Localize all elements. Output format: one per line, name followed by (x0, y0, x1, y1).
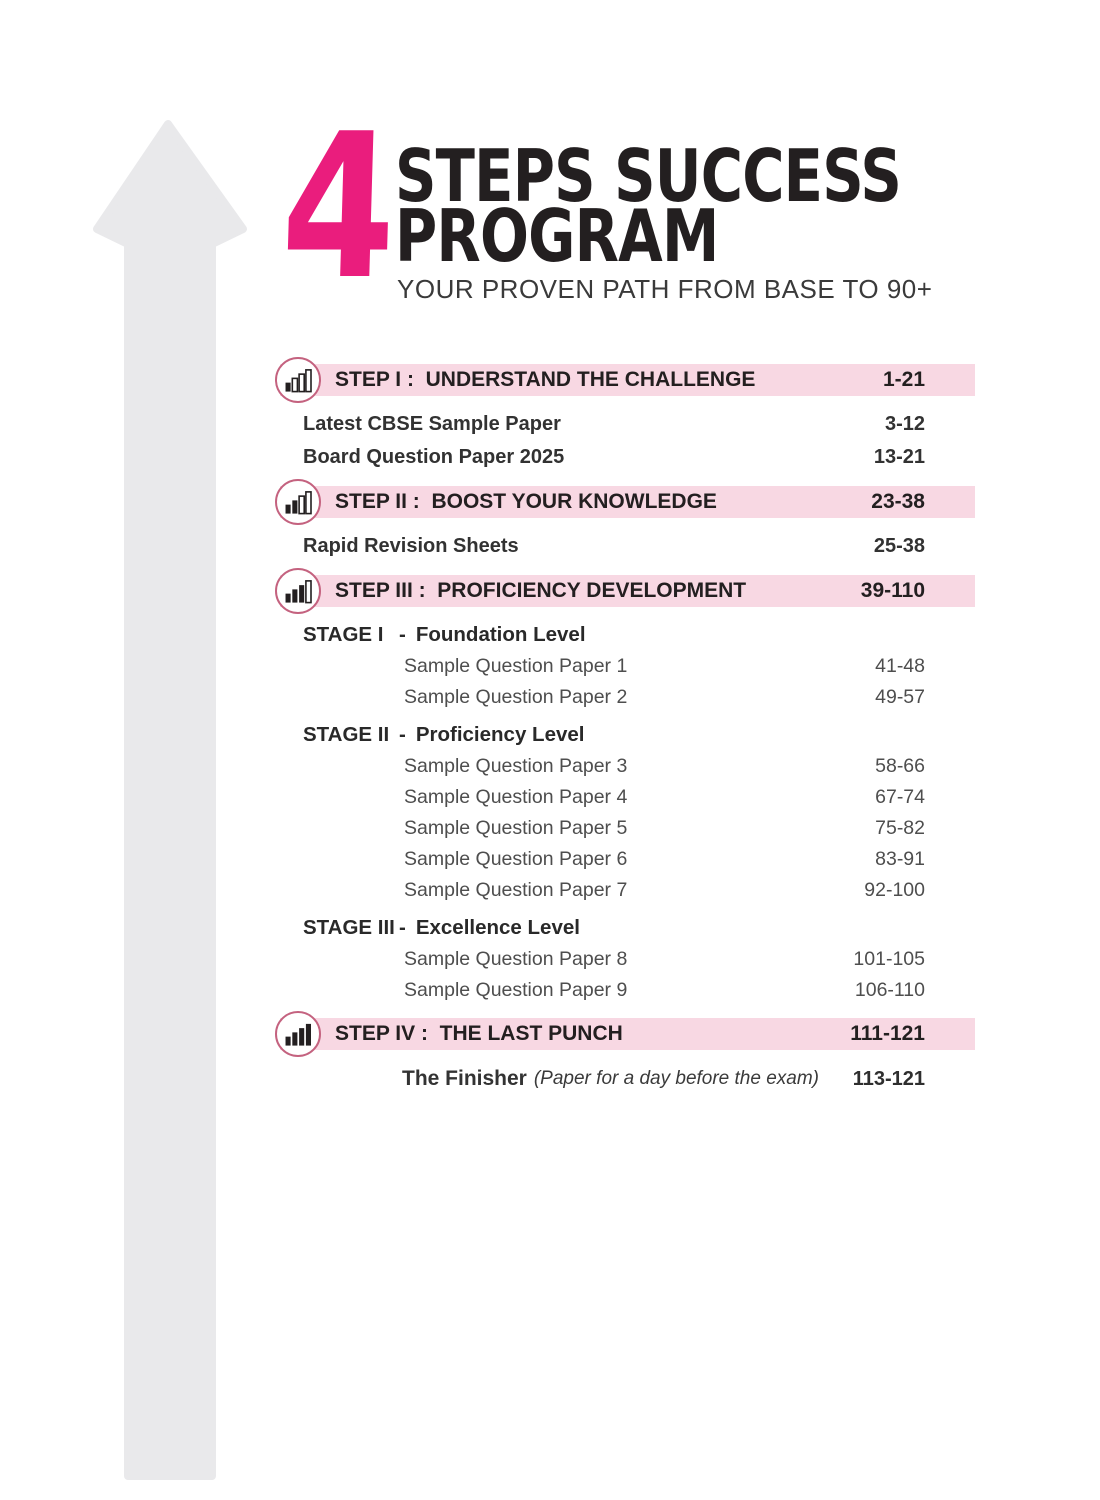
toc-paper-row (280, 782, 975, 813)
item-pages: 13-21 (873, 446, 925, 468)
paper-pages: 101-105 (853, 948, 925, 970)
title-line-2: PROGRAM (395, 194, 719, 278)
stage-dash: - (399, 623, 406, 646)
paper-pages: 49-57 (875, 686, 925, 708)
paper-label: Sample Question Paper 3 (404, 755, 628, 777)
paper-label: Sample Question Paper 5 (404, 817, 628, 839)
bar-chart-4-filled-icon (275, 1011, 321, 1057)
item-label: Latest CBSE Sample Paper (303, 413, 561, 435)
stage-dash: - (399, 916, 406, 939)
step-pages: 1-21 (882, 368, 925, 391)
paper-pages: 58-66 (875, 755, 925, 777)
toc-paper-row (280, 682, 975, 713)
toc-paper-row (280, 975, 975, 1006)
paper-pages: 75-82 (875, 817, 925, 839)
toc-step-row (280, 364, 975, 396)
paper-label: Sample Question Paper 6 (404, 848, 628, 870)
toc-list (280, 364, 975, 1096)
toc-item-row (280, 408, 975, 441)
toc-stage-row (280, 719, 975, 751)
step-pages: 39-110 (860, 579, 925, 602)
stage-name: STAGE III (303, 916, 395, 939)
paper-label: Sample Question Paper 4 (404, 786, 628, 808)
toc-paper-row (280, 844, 975, 875)
finisher-label: The Finisher (402, 1067, 527, 1090)
page-title (395, 134, 1028, 278)
stage-title: Foundation Level (415, 623, 586, 646)
stage-name: STAGE II (303, 723, 390, 746)
toc-item-row (280, 441, 975, 474)
paper-label: Sample Question Paper 7 (404, 879, 628, 901)
stage-dash: - (399, 723, 406, 746)
paper-label: Sample Question Paper 9 (404, 979, 628, 1001)
paper-pages: 83-91 (875, 848, 925, 870)
up-arrow-graphic (0, 0, 260, 1500)
finisher-note: (Paper for a day before the exam) (533, 1068, 820, 1089)
finisher-pages: 113-121 (852, 1067, 925, 1090)
item-label: Rapid Revision Sheets (303, 535, 519, 557)
stage-title: Excellence Level (415, 916, 580, 939)
toc-paper-row (280, 751, 975, 782)
item-label: Board Question Paper 2025 (303, 446, 565, 468)
paper-label: Sample Question Paper 8 (404, 948, 628, 970)
big-number-4: 4 (278, 91, 400, 324)
toc-stage-row (280, 619, 975, 651)
toc-stage-row (280, 912, 975, 944)
step-pages: 23-38 (871, 490, 925, 513)
bar-chart-1-filled-icon (275, 357, 321, 403)
title-line-1: STEPS SUCCESS (395, 134, 902, 218)
item-pages: 25-38 (873, 535, 925, 557)
toc-item-row (280, 530, 975, 563)
stage-title: Proficiency Level (415, 723, 585, 746)
toc-paper-row (280, 813, 975, 844)
paper-label: Sample Question Paper 1 (404, 655, 628, 677)
paper-pages: 67-74 (875, 786, 925, 808)
stage-name: STAGE I (303, 623, 384, 646)
paper-pages: 106-110 (854, 979, 925, 1001)
step-pages: 111-121 (850, 1022, 925, 1045)
toc-paper-row (280, 875, 975, 906)
bar-chart-3-filled-icon (275, 568, 321, 614)
step-label: STEP II : BOOST YOUR KNOWLEDGE (335, 490, 717, 513)
toc-paper-row (280, 944, 975, 975)
paper-pages: 41-48 (875, 655, 925, 677)
toc-finisher-row (280, 1062, 975, 1096)
page-subtitle: YOUR PROVEN PATH FROM BASE TO 90+ (397, 274, 933, 304)
step-label: STEP IV : THE LAST PUNCH (335, 1022, 623, 1045)
toc-step-row (280, 1018, 975, 1050)
step-label: STEP III : PROFICIENCY DEVELOPMENT (335, 579, 747, 602)
step-label: STEP I : UNDERSTAND THE CHALLENGE (335, 368, 756, 391)
toc-step-row (280, 486, 975, 518)
paper-pages: 92-100 (864, 879, 925, 901)
toc-step-row (280, 575, 975, 607)
toc-paper-row (280, 651, 975, 682)
item-pages: 3-12 (884, 413, 925, 435)
bar-chart-2-filled-icon (275, 479, 321, 525)
paper-label: Sample Question Paper 2 (404, 686, 628, 708)
